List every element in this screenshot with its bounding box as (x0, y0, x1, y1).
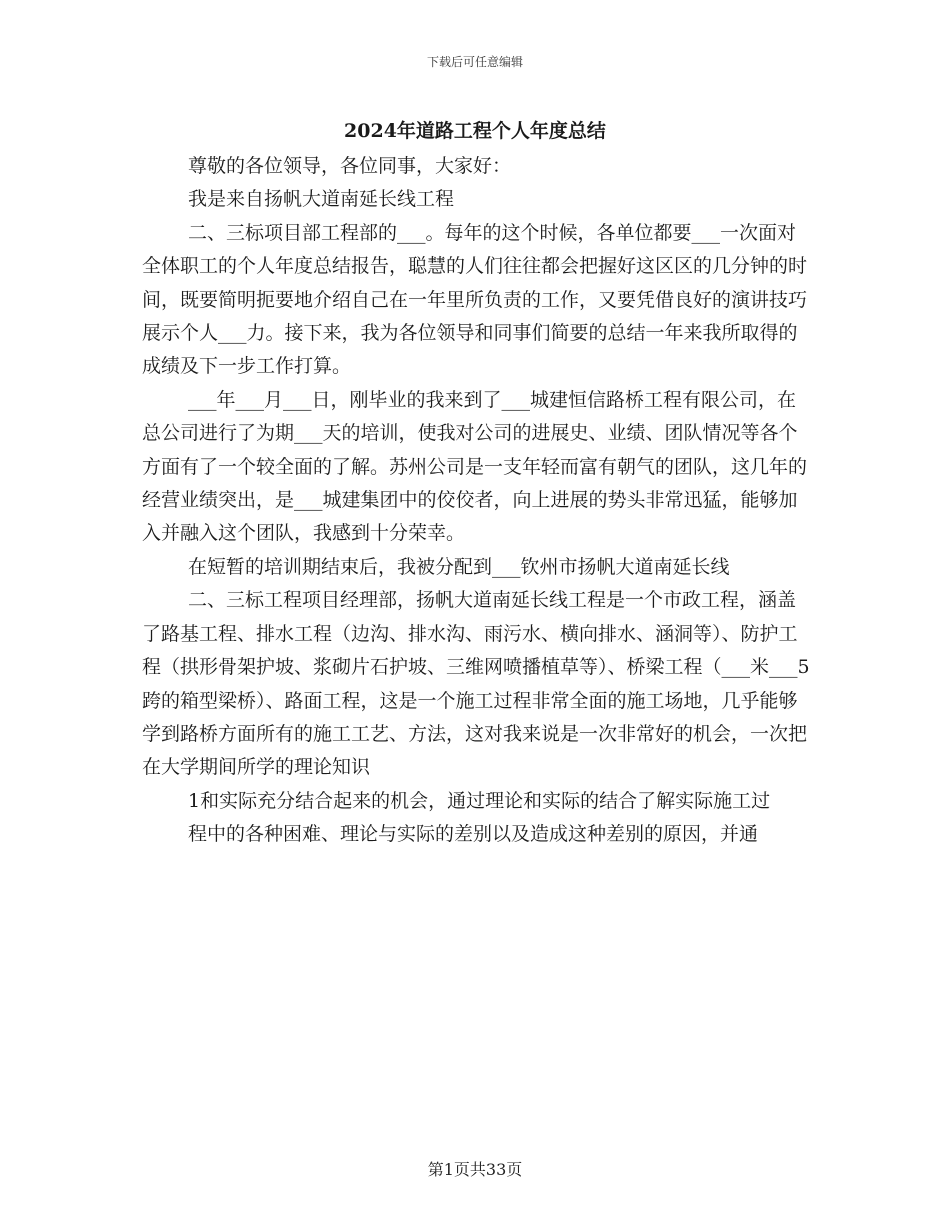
paragraph-difficulties: 程中的各种困难、理论与实际的差别以及造成这种差别的原因，并通 (188, 823, 759, 846)
paragraph-department: 二、三标项目部工程部的___。每年的这个时候，各单位都要___一次面对全体职工的个人年度总结报告，聪慧的人们往往都会把握好这区区的几分钟的时间，既要简明扼要地介绍自己在一年里所负责的工作，又要凭借良好的演讲技巧展示个人___力。接下来，我为各位领导和同事们简要的总结一年来我所取得的成绩及下一步工作打算。 (142, 221, 808, 378)
paragraph-assignment: 在短暂的培训期结束后，我被分配到___钦州市扬帆大道南延长线 (188, 555, 730, 578)
header-note: 下载后可任意编辑 (426, 55, 523, 69)
paragraph-intro: 我是来自扬帆大道南延长线工程 (188, 188, 455, 211)
page-number: 第1页共33页 (427, 1160, 523, 1179)
paragraph-theory: 1和实际充分结合起来的机会，通过理论和实际的结合了解实际施工过 (188, 789, 771, 812)
paragraph-greeting: 尊敬的各位领导，各位同事，大家好： (188, 155, 512, 177)
paragraph-company: ___年___月___日，刚毕业的我来到了___城建恒信路桥工程有限公司，在总公司进行了为期___天的培训，使我对公司的进展史、业绩、团队情况等各个方面有了一个较全面的了解。苏州公司是一支年轻而富有朝气的团队，这几年的经营业绩突出，是___城建集团中的佼佼者，向上进展的势头非常迅猛，能够加入并融入这个团队，我感到十分荣幸。 (142, 388, 808, 545)
document-body (142, 150, 814, 852)
document-title: 2024年道路工程个人年度总结 (344, 120, 606, 142)
paragraph-project: 二、三标工程项目经理部，扬帆大道南延长线工程是一个市政工程，涵盖了路基工程、排水工程（边沟、排水沟、雨污水、横向排水、涵洞等）、防护工程（拱形骨架护坡、浆砌片石护坡、三维网喷播植草等）、桥梁工程（___米___5跨的箱型梁桥）、路面工程，这是一个施工过程非常全面的施工场地，几乎能够学到路桥方面所有的施工工艺、方法，这对我来说是一次非常好的机会，一次把在大学期间所学的理论知识 (142, 589, 810, 779)
